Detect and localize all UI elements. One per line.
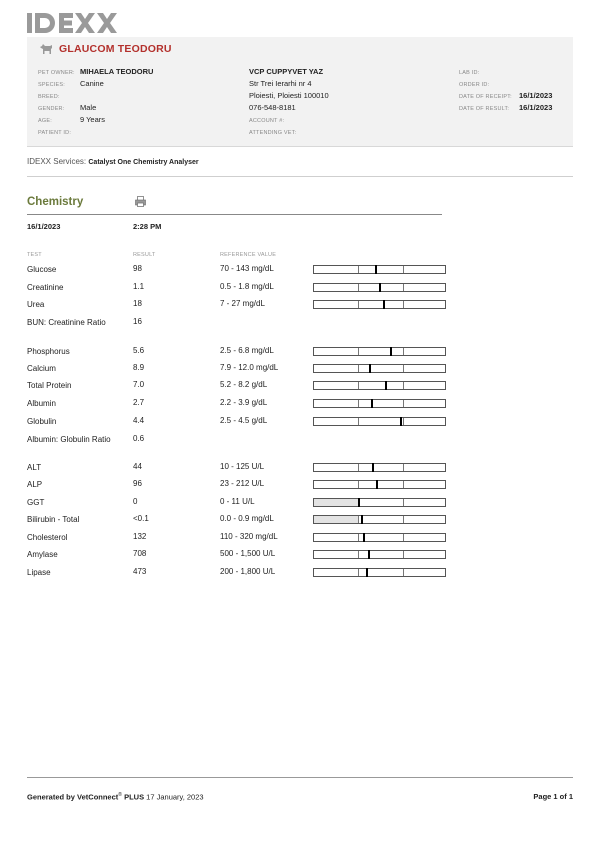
- range-boundary-tick: [358, 348, 359, 355]
- services-divider: [27, 176, 573, 177]
- result-marker: [361, 515, 363, 524]
- result-marker: [400, 417, 402, 426]
- result-time: 2:28 PM: [133, 222, 162, 231]
- reference-range: 10 - 125 U/L: [220, 462, 265, 471]
- idexx-services-line: [27, 157, 199, 166]
- reference-range: 0.5 - 1.8 mg/dL: [220, 282, 274, 291]
- test-name: Albumin: [27, 399, 56, 408]
- test-name: Albumin: Globulin Ratio: [27, 435, 111, 444]
- range-boundary-tick: [358, 284, 359, 291]
- result-marker: [390, 347, 392, 356]
- test-result: <0.1: [133, 514, 149, 523]
- test-name: Bilirubin - Total: [27, 515, 80, 524]
- test-result: 4.4: [133, 416, 145, 425]
- clinic-phone: 076-548-8181: [249, 103, 296, 112]
- reference-range: 7.9 - 12.0 mg/dL: [220, 363, 279, 372]
- date-of-result-label: DATE OF RESULT:: [459, 106, 510, 112]
- services-value: Catalyst One Chemistry Analyser: [88, 159, 199, 166]
- range-bar: [313, 364, 446, 373]
- reference-range: 2.5 - 6.8 mg/dL: [220, 346, 274, 355]
- test-result: 96: [133, 479, 142, 488]
- footer-divider: [27, 777, 573, 778]
- range-bar: [313, 347, 446, 356]
- test-name: BUN: Creatinine Ratio: [27, 318, 106, 327]
- chemistry-divider: [27, 214, 442, 215]
- age-value: 9 Years: [80, 115, 106, 124]
- result-marker: [363, 533, 365, 542]
- range-boundary-tick: [403, 400, 404, 407]
- low-range-shading: [314, 516, 358, 523]
- services-label: IDEXX Services:: [27, 157, 87, 166]
- result-marker: [375, 265, 377, 274]
- result-marker: [383, 300, 385, 309]
- reference-range: 23 - 212 U/L: [220, 479, 265, 488]
- reference-range: 200 - 1,800 U/L: [220, 567, 276, 576]
- idexx-logo: [27, 10, 127, 36]
- test-result: 44: [133, 462, 142, 471]
- range-boundary-tick: [403, 569, 404, 576]
- clinic-address-line1: Str Trei Ierarhi nr 4: [249, 79, 312, 88]
- reference-range: 2.2 - 3.9 g/dL: [220, 398, 268, 407]
- range-bar: [313, 515, 446, 524]
- column-header-test: TEST: [27, 252, 42, 258]
- test-result: 18: [133, 299, 142, 308]
- range-boundary-tick: [358, 418, 359, 425]
- range-boundary-tick: [403, 481, 404, 488]
- reference-range: 5.2 - 8.2 g/dL: [220, 380, 268, 389]
- test-name: Calcium: [27, 364, 56, 373]
- reference-range: 70 - 143 mg/dL: [220, 264, 274, 273]
- column-header-reference: REFERENCE VALUE: [220, 252, 277, 258]
- column-header-result: RESULT: [133, 252, 156, 258]
- test-name: Amylase: [27, 550, 58, 559]
- pet-owner-label: PET OWNER:: [38, 70, 75, 76]
- test-name: GGT: [27, 498, 45, 507]
- lab-id-label: LAB ID:: [459, 70, 480, 76]
- result-marker: [376, 480, 378, 489]
- pet-owner-value: MIHAELA TEODORU: [80, 67, 154, 76]
- test-name: Globulin: [27, 417, 57, 426]
- reference-range: 7 - 27 mg/dL: [220, 299, 265, 308]
- reference-range: 0.0 - 0.9 mg/dL: [220, 514, 274, 523]
- range-boundary-tick: [358, 481, 359, 488]
- test-result: 132: [133, 532, 147, 541]
- test-result: 1.1: [133, 282, 145, 291]
- range-bar: [313, 480, 446, 489]
- reference-range: 110 - 320 mg/dL: [220, 532, 278, 541]
- range-boundary-tick: [358, 551, 359, 558]
- range-bar: [313, 300, 446, 309]
- generated-label: Generated by VetConnect: [27, 792, 119, 802]
- range-bar: [313, 550, 446, 559]
- clinic-address-line2: Ploiesti, Ploiesti 100010: [249, 91, 329, 100]
- result-marker: [379, 283, 381, 292]
- footer-generated-by: [27, 792, 204, 802]
- range-bar: [313, 498, 446, 507]
- range-boundary-tick: [358, 301, 359, 308]
- test-name: Phosphorus: [27, 347, 70, 356]
- range-boundary-tick: [403, 551, 404, 558]
- range-boundary-tick: [403, 365, 404, 372]
- result-marker: [372, 463, 374, 472]
- range-boundary-tick: [358, 365, 359, 372]
- reference-range: 500 - 1,500 U/L: [220, 549, 276, 558]
- result-marker: [385, 381, 387, 390]
- test-name: ALT: [27, 463, 42, 472]
- range-bar: [313, 381, 446, 390]
- attending-vet-label: ATTENDING VET:: [249, 130, 297, 136]
- date-of-receipt-value: 16/1/2023: [519, 91, 553, 100]
- test-result: 5.6: [133, 346, 145, 355]
- range-bar: [313, 283, 446, 292]
- date-of-result-value: 16/1/2023: [519, 103, 553, 112]
- test-result: 473: [133, 567, 147, 576]
- range-boundary-tick: [403, 382, 404, 389]
- section-title-chemistry: Chemistry: [27, 196, 84, 208]
- test-result: 7.0: [133, 380, 145, 389]
- range-bar: [313, 568, 446, 577]
- breed-label: BREED:: [38, 94, 60, 100]
- range-boundary-tick: [403, 499, 404, 506]
- age-label: AGE:: [38, 118, 52, 124]
- range-boundary-tick: [403, 534, 404, 541]
- patient-name: GLAUCOM TEODORU: [59, 43, 172, 55]
- test-name: Urea: [27, 300, 45, 309]
- range-boundary-tick: [403, 464, 404, 471]
- result-marker: [369, 364, 371, 373]
- result-date: 16/1/2023: [27, 222, 61, 231]
- range-boundary-tick: [358, 382, 359, 389]
- test-name: ALP: [27, 480, 43, 489]
- species-value: Canine: [80, 79, 104, 88]
- test-name: Creatinine: [27, 283, 64, 292]
- range-boundary-tick: [358, 569, 359, 576]
- test-name: Glucose: [27, 265, 57, 274]
- generated-date: 17 January, 2023: [146, 792, 204, 802]
- range-bar: [313, 399, 446, 408]
- result-marker: [371, 399, 373, 408]
- test-result: 0: [133, 497, 138, 506]
- test-name: Cholesterol: [27, 533, 68, 542]
- range-boundary-tick: [403, 418, 404, 425]
- range-boundary-tick: [358, 400, 359, 407]
- registered-mark: ®: [118, 792, 122, 798]
- range-boundary-tick: [403, 284, 404, 291]
- range-boundary-tick: [358, 464, 359, 471]
- vetconnect-plus: PLUS: [124, 792, 145, 802]
- range-bar: [313, 533, 446, 542]
- result-marker: [358, 498, 360, 507]
- reference-range: 2.5 - 4.5 g/dL: [220, 416, 268, 425]
- range-boundary-tick: [358, 534, 359, 541]
- reference-range: 0 - 11 U/L: [220, 497, 255, 506]
- range-boundary-tick: [403, 301, 404, 308]
- gender-label: GENDER:: [38, 106, 65, 112]
- test-result: 98: [133, 264, 142, 273]
- test-result: 708: [133, 549, 147, 558]
- range-boundary-tick: [403, 348, 404, 355]
- patient-info-panel: [27, 37, 573, 147]
- page-number: Page 1 of 1: [533, 792, 573, 801]
- account-label: ACCOUNT #:: [249, 118, 285, 124]
- test-result: 0.6: [133, 434, 145, 443]
- test-result: 16: [133, 317, 142, 326]
- range-bar: [313, 417, 446, 426]
- range-boundary-tick: [358, 266, 359, 273]
- species-label: SPECIES:: [38, 82, 65, 88]
- range-bar: [313, 463, 446, 472]
- test-name: Total Protein: [27, 381, 72, 390]
- range-boundary-tick: [358, 516, 359, 523]
- test-result: 2.7: [133, 398, 145, 407]
- gender-value: Male: [80, 103, 97, 112]
- clinic-name: VCP CUPPYVET YAZ: [249, 67, 324, 76]
- range-boundary-tick: [403, 266, 404, 273]
- range-boundary-tick: [403, 516, 404, 523]
- test-result: 8.9: [133, 363, 145, 372]
- result-marker: [366, 568, 368, 577]
- low-range-shading: [314, 499, 358, 506]
- patient-id-label: PATIENT ID:: [38, 130, 72, 136]
- dog-icon: [39, 43, 53, 55]
- order-id-label: ORDER ID:: [459, 82, 490, 88]
- date-of-receipt-label: DATE OF RECEIPT:: [459, 94, 512, 100]
- printer-icon[interactable]: [135, 196, 146, 207]
- test-name: Lipase: [27, 568, 51, 577]
- result-marker: [368, 550, 370, 559]
- range-bar: [313, 265, 446, 274]
